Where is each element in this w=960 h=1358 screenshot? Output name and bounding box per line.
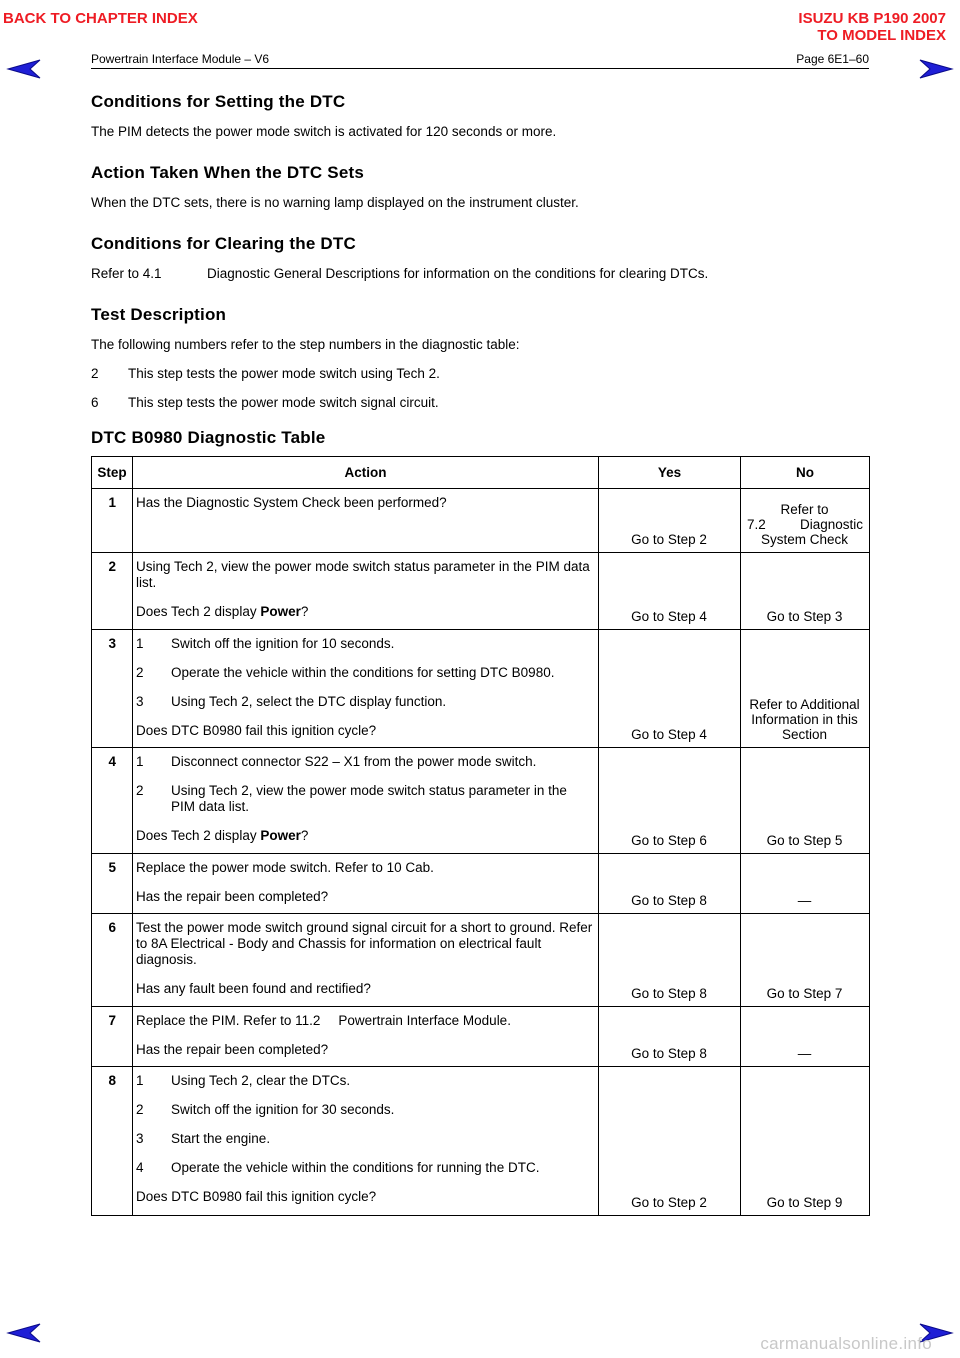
header-page-number: Page 6E1–60 [796,52,869,66]
header-action: Action [133,457,599,489]
list-item-number: 2 [91,366,99,381]
action-question: Has the repair been completed? [136,1042,329,1057]
next-page-arrow-icon[interactable] [918,58,954,80]
action-text: Test the power mode switch ground signal circuit for a short to ground. Refer to 8A Electrical - Body and Chassis for information on electrical fault diagnosis. [136,920,593,967]
header-divider [91,68,869,69]
table-row [92,748,870,854]
step-number: 8 [92,1067,133,1216]
model-title: ISUZU KB P190 2007 [798,10,946,27]
action-text: Has the Diagnostic System Check been performed? [136,495,447,510]
no-ref-text: Diagnostic [799,517,863,532]
step-action [133,854,599,914]
ref-number[interactable]: Refer to 4.1 [91,266,162,281]
yes-cell[interactable]: Go to Step 2 [599,1067,741,1216]
table-header-row [92,457,870,489]
no-cell: — [741,1007,870,1067]
header-step: Step [92,457,133,489]
list-item [91,395,871,410]
yes-cell[interactable]: Go to Step 2 [599,489,741,553]
action-text: Replace the power mode switch. Refer to 10 Cab. [136,860,434,875]
step-number: 4 [92,748,133,854]
step-number: 3 [92,630,133,748]
header-module-title: Powertrain Interface Module – V6 [91,52,270,66]
section-action-taken [91,163,871,210]
action-item: 2 Switch off the ignition for 30 seconds. [136,1102,395,1117]
section-title: Conditions for Clearing the DTC [91,234,356,253]
yes-cell[interactable]: Go to Step 4 [599,553,741,630]
action-question: Has the repair been completed? [136,889,329,904]
action-item: 2 Operate the vehicle within the conditions for setting DTC B0980. [136,665,555,680]
prev-page-arrow-bottom-icon[interactable] [6,1322,42,1344]
step-number: 1 [92,489,133,553]
no-cell[interactable]: Go to Step 9 [741,1067,870,1216]
section-body [91,266,871,281]
no-cell[interactable] [741,489,870,553]
yes-cell[interactable]: Go to Step 8 [599,1007,741,1067]
action-item: 1 Disconnect connector S22 – X1 from the power mode switch. [136,754,537,769]
prev-page-arrow-icon[interactable] [6,58,42,80]
no-cell[interactable]: Go to Step 7 [741,914,870,1007]
section-body: When the DTC sets, there is no warning lamp displayed on the instrument cluster. [91,195,579,210]
step-number: 7 [92,1007,133,1067]
step-action [133,489,599,553]
table-row [92,553,870,630]
list-item-text: This step tests the power mode switch signal circuit. [128,395,439,410]
yes-cell[interactable]: Go to Step 4 [599,630,741,748]
action-question: Does DTC B0980 fail this ignition cycle? [136,723,377,738]
section-body: The PIM detects the power mode switch is activated for 120 seconds or more. [91,124,557,139]
diagnostic-table [91,456,870,1216]
model-index-block[interactable] [798,10,946,44]
ref-text: Diagnostic General Descriptions for information on the conditions for clearing DTCs. [207,266,709,281]
step-action [133,914,599,1007]
section-title: Action Taken When the DTC Sets [91,163,364,182]
action-item: 2 Using Tech 2, view the power mode switch status parameter in the PIM data list. [136,783,567,814]
list-item-number: 6 [91,395,99,410]
section-title: Test Description [91,305,227,324]
table-title: DTC B0980 Diagnostic Table [91,428,326,447]
table-row [92,1067,870,1216]
no-text: Refer to [780,502,829,517]
step-action [133,748,599,854]
step-action [133,630,599,748]
action-item: 4 Operate the vehicle within the conditions for running the DTC. [136,1160,540,1175]
step-number: 5 [92,854,133,914]
yes-cell[interactable]: Go to Step 6 [599,748,741,854]
action-item: 1 Using Tech 2, clear the DTCs. [136,1073,351,1088]
no-cell[interactable]: Refer to Additional Information in this Section [741,630,870,748]
no-cell[interactable]: Go to Step 3 [741,553,870,630]
table-row [92,914,870,1007]
section-title: Conditions for Setting the DTC [91,92,346,111]
step-action [133,1007,599,1067]
yes-cell[interactable]: Go to Step 8 [599,914,741,1007]
page-content [91,92,871,1216]
page-header [91,52,869,66]
action-question: Does DTC B0980 fail this ignition cycle? [136,1189,377,1204]
table-row [92,489,870,553]
action-question: Does Tech 2 display Power? [136,828,309,843]
no-ref-line [744,517,865,532]
action-item: 3 Using Tech 2, select the DTC display function. [136,694,447,709]
watermark-text: carmanualsonline.info [760,1334,932,1353]
step-number: 6 [92,914,133,1007]
action-question: Has any fault been found and rectified? [136,981,371,996]
section-setting [91,92,871,139]
action-item: 1 Switch off the ignition for 10 seconds. [136,636,395,651]
no-cell[interactable]: Go to Step 5 [741,748,870,854]
list-item [91,366,871,381]
no-cell: — [741,854,870,914]
table-row [92,854,870,914]
section-clearing [91,234,871,281]
section-test-description [91,305,871,410]
to-model-index-link[interactable]: TO MODEL INDEX [817,27,946,44]
list-item-text: This step tests the power mode switch using Tech 2. [128,366,440,381]
action-text: Replace the PIM. Refer to 11.2 Powertrain Interface Module. [136,1013,511,1028]
back-to-chapter-index-link[interactable]: BACK TO CHAPTER INDEX [3,10,198,27]
header-yes: Yes [599,457,741,489]
test-step-list [91,366,871,410]
step-number: 2 [92,553,133,630]
step-action [133,1067,599,1216]
yes-cell[interactable]: Go to Step 8 [599,854,741,914]
header-no: No [741,457,870,489]
action-question: Does Tech 2 display Power? [136,604,309,619]
step-action [133,553,599,630]
table-row [92,630,870,748]
action-item: 3 Start the engine. [136,1131,271,1146]
action-text: Using Tech 2, view the power mode switch status parameter in the PIM data list. [136,559,590,590]
section-intro: The following numbers refer to the step numbers in the diagnostic table: [91,337,520,352]
table-row [92,1007,870,1067]
no-ref-number: 7.2 [747,517,766,532]
no-text: System Check [760,532,849,547]
